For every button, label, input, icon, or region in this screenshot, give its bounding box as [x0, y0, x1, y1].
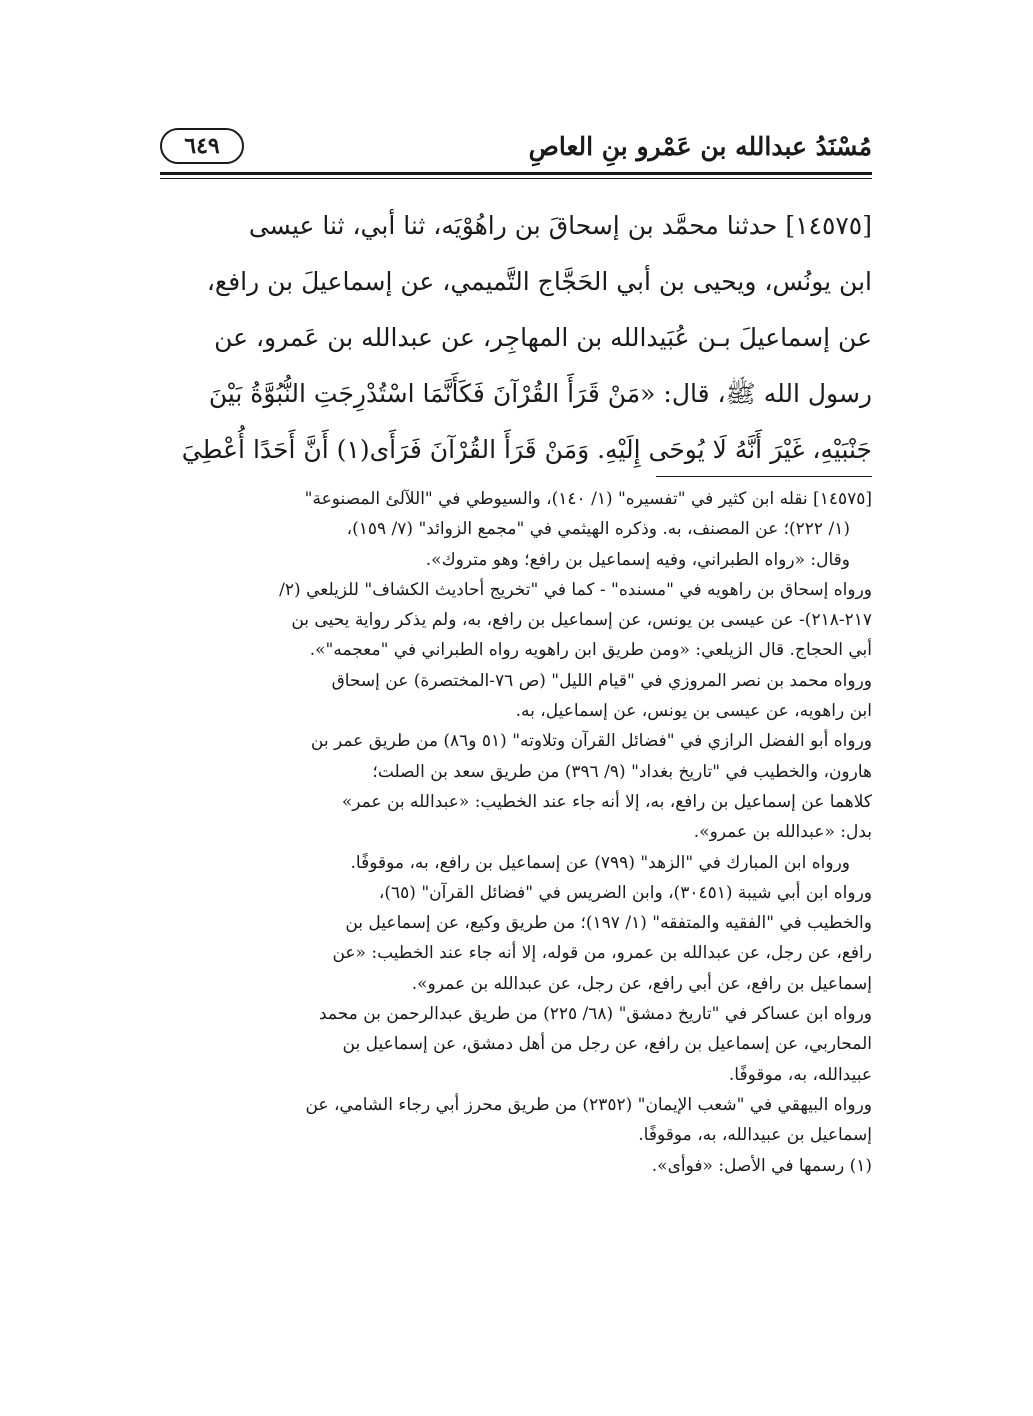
footnote-line: (١) رسمها في الأصل: «فوأى». [651, 1155, 872, 1176]
hadith-line: ابن يونُس، ويحيى بن أبي الحَجَّاج التَّميمي، عن إسماعيلَ بن رافع، [206, 267, 872, 296]
hadith-line: [١٤٥٧٥] حدثنا محمَّد بن إسحاقَ بن راهُوْيَه، ثنا أبي، ثنا عيسى [248, 211, 872, 240]
header-rule-thick [160, 172, 872, 175]
footnote-line: ورواه محمد بن نصر المروزي في "قيام الليل" (ص ٧٦-المختصرة) عن إسحاق [331, 670, 872, 691]
page-header [160, 120, 872, 178]
footnote-line: ابن راهويه، عن عيسى بن يونس، عن إسماعيل، به. [515, 701, 872, 722]
footnote-line: والخطيب في "الفقيه والمتفقه" (١/ ١٩٧)؛ من طريق وكيع، عن إسماعيل بن [345, 913, 872, 934]
footnote-line: رافع، عن رجل، عن عبدالله بن عمرو، من قوله، إلا أنه جاء عند الخطيب: «عن [332, 943, 872, 964]
footnote-line: ورواه ابن عساكر في "تاريخ دمشق" (٦٨/ ٢٢٥) من طريق عبدالرحمن بن محمد [318, 1004, 872, 1025]
footnote-line: ورواه أبو الفضل الرازي في "فضائل القرآن وتلاوته" (٥١ و٨٦) من طريق عمر بن [310, 731, 872, 752]
footnote-line: ورواه البيهقي في "شعب الإيمان" (٢٣٥٢) من طريق محرز أبي رجاء الشامي، عن [305, 1094, 872, 1115]
footnote-line: بدل: «عبدالله بن عمرو». [693, 822, 872, 843]
page-number: ٦٤٩ [160, 128, 244, 164]
footnote-line: عبيدالله، به، موقوفًا. [728, 1064, 872, 1085]
hadith-text [160, 198, 872, 478]
footnote-separator [656, 476, 872, 477]
footnote-line: [١٤٥٧٥] نقله ابن كثير في "تفسيره" (١/ ١٤٠)، والسيوطي في "اللآلئ المصنوعة" [304, 489, 872, 509]
footnote-line: إسماعيل بن عبيدالله، به، موقوفًا. [638, 1125, 872, 1146]
footnote-line: ورواه ابن أبي شيبة (٣٠٤٥١)، وابن الضريس في "فضائل القرآن" (٦٥)، [378, 882, 872, 903]
footnotes [160, 484, 872, 1181]
footnote-line: أبي الحجاج. قال الزيلعي: «ومن طريق ابن راهويه رواه الطبراني في "معجمه"». [309, 640, 872, 661]
footnote-line: ورواه إسحاق بن راهويه في "مسنده" - كما في "تخريج أحاديث الكشاف" للزيلعي (٢/ [279, 579, 872, 600]
footnote-line: هارون، والخطيب في "تاريخ بغداد" (٩/ ٣٩٦) من طريق سعد بن الصلت؛ [372, 761, 872, 782]
footnote-line: وقال: «رواه الطبراني، وفيه إسماعيل بن رافع؛ وهو متروك». [425, 549, 850, 570]
running-title: مُسْنَدُ عبدالله بن عَمْرو بنِ العاصِ [528, 132, 872, 161]
footnote-line: ورواه ابن المبارك في "الزهد" (٧٩٩) عن إسماعيل بن رافع، به، موقوفًا. [350, 852, 850, 873]
footnote-line: المحاربي، عن إسماعيل بن رافع، عن رجل من أهل دمشق، عن إسماعيل بن [342, 1034, 872, 1055]
hadith-line: رسول الله ﷺ، قال: «مَنْ قَرَأَ القُرْآنَ فَكَأَنَّمَا اسْتُدْرِجَتِ النُّبُوَّةُ بَيْنَ [208, 379, 872, 408]
footnote-line: (١/ ٢٢٢)؛ عن المصنف، به. وذكره الهيثمي في "مجمع الزوائد" (٧/ ١٥٩)، [346, 519, 850, 540]
footnote-line: إسماعيل بن رافع، عن أبي رافع، عن رجل، عن عبدالله بن عمرو». [411, 973, 872, 994]
header-rule-thin [160, 178, 872, 179]
hadith-line: جَنْبَيْهِ، غَيْرَ أَنَّهُ لَا يُوحَى إِلَيْهِ. وَمَنْ قَرَأَ القُرْآنَ فَرَأَى(١) أَنَّ أَحَدًا أُعْطِيَ [181, 435, 872, 464]
footnote-line: ٢١٧-٢١٨)- عن عيسى بن يونس، عن إسماعيل بن رافع، به، ولم يذكر رواية يحيى بن [291, 610, 872, 631]
hadith-line: عن إسماعيلَ بـن عُبَيدالله بن المهاجِر، عن عبدالله بن عَمرو، عن [214, 323, 872, 352]
footnote-line: كلاهما عن إسماعيل بن رافع، به، إلا أنه جاء عند الخطيب: «عبدالله بن عمر» [341, 791, 872, 812]
